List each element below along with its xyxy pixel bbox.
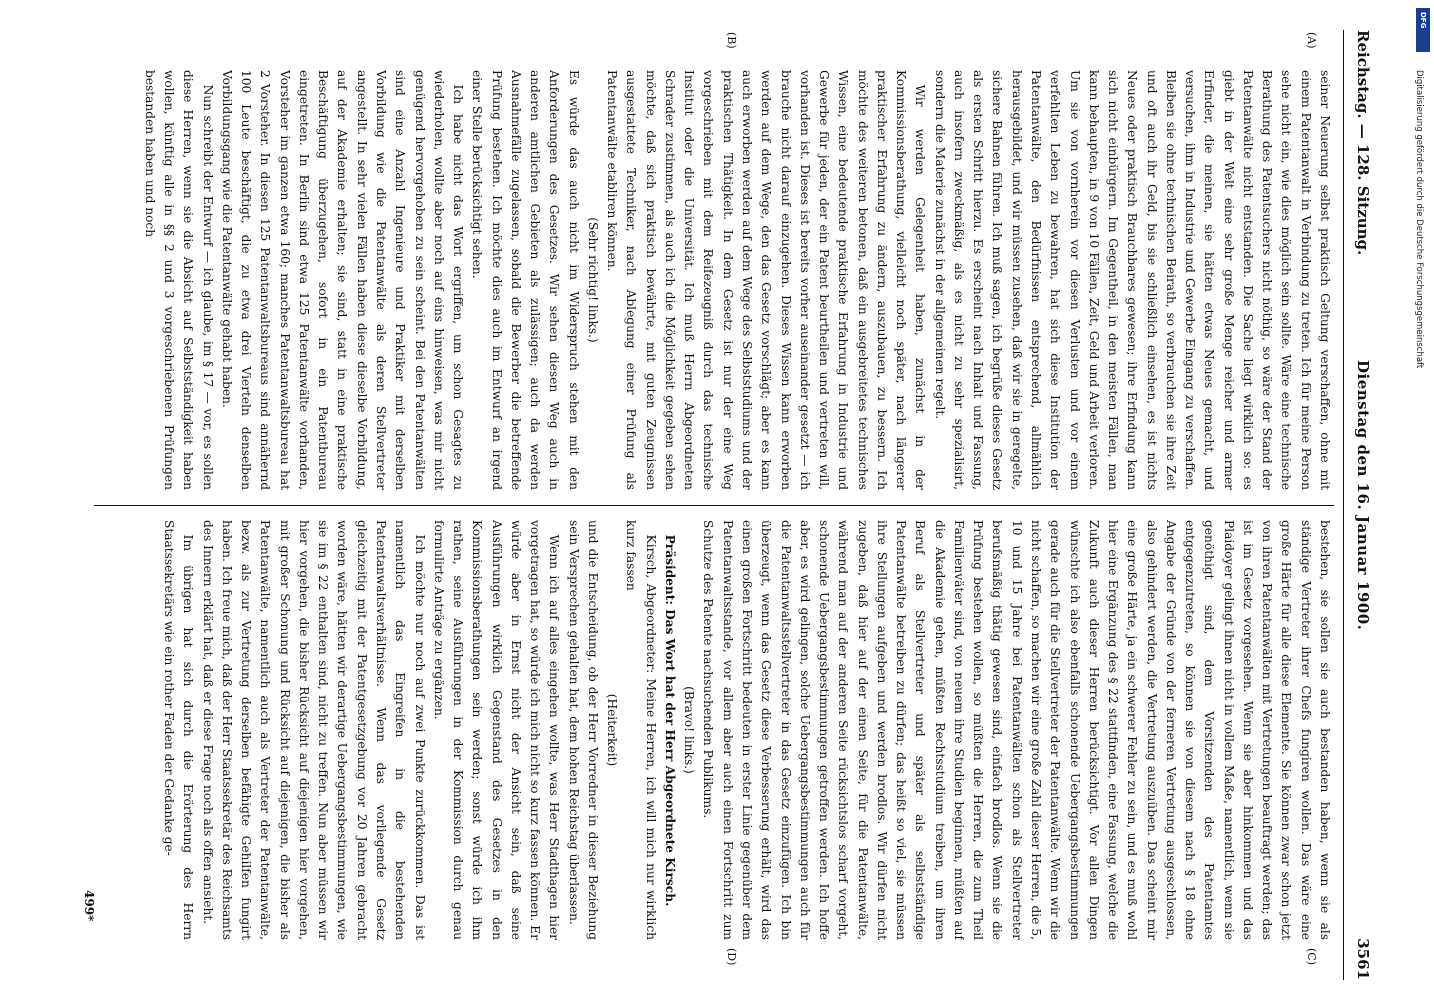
paragraph: und die Entscheidung, ob der Herr Vorredner in dieser Beziehung sein Versprechen gehalten hat, dem hohen Reichstag überlassen. xyxy=(566,520,600,940)
digitization-credit xyxy=(1410,10,1430,990)
paragraph: Wir werden Gelegenheit haben, zunächst in der Kommissionsberathung, vielleicht noch später, nach längerer praktischer Erfahrung zu ändern, auszubauen, zu bessern. Ich möchte des weiteren betonen, daß ein ausgebreitetes technisches Wissen, eine bedeutende praktische Erfahrung in Industrie und Gewerbe für jeden, der ein Patent beurtheilen und vertreten will, vorhanden ist. Dieses ist bereits vorher auseinander gesetzt — ich brauche nicht darauf einzugehen. Dieses Wissen kann erworben werden auf dem Wege, den das Gesetz vorschlägt; aber es kann auch erworben werden auf dem Wege des Selbststudiums und der praktischen Thätigkeit. In dem Gesetz ist nur der eine Weg vorgeschrieben mit dem Reifezeugniß durch das technische Institut oder die Universität. Ich muß Herrn Abgeordneten Schrader zustimmen, als auch ich die Möglichkeit gegeben sehen möchte, daß sich praktisch bewährte, mit guten Zeugnissen ausgestattete Techniker, nach Ablegung einer Prüfung als Patentanwälte etabliren können. xyxy=(605,70,928,490)
document-page xyxy=(78,30,1378,980)
text-column-right xyxy=(94,520,1334,940)
paragraph: Im übrigen hat sich durch die Erörterung des Herrn Staatssekretärs wie ein rother Faden der Gedanke ge- xyxy=(162,520,196,940)
dfg-logo-text: DFG xyxy=(1419,12,1427,29)
paragraph: Wenn ich auf alles eingehen wollte, was Herr Stadthagen hier vorgetragen hat, so würde ich mich nicht so kurz fassen können. Er würde aber in Ernst nicht der Ansicht sein, daß seine Ausführungen wirklich Gegenstand des Gesetzes in den Kommissionsberathungen sein werden; sonst würde ich ihm rathen, seine Ausführungen in der Kommission durch genau formulirte Anträge zu ergänzen. xyxy=(431,520,562,940)
paragraph: (Sehr richtig! links.) xyxy=(585,217,600,343)
paragraph: Ich möchte nur noch auf zwei Punkte zurückkommen. Das ist namentlich das Eingreifen in die bestehenden Patentanwaltsverhältnisse. Wenn das vorliegende Gesetz gleichzeitig mit der Patentgesetzgebung vor 20 Jahren gebracht worden wäre, hätten wir derartige Uebergangsbestimmungen, wie sie im § 22 enthalten sind, nicht zu treffen. Nun aber müssen wir hier vorgehen, die bisher Rücksicht auf diejenigen hier vorgehen, mit großer Schonung und Rücksicht auf diejenigen, die bisher als Patentanwälte, namentlich auch als Vertreter der Patentanwälte, bezw. als zur Vertretung derselben befähigte Gehilfen fungirt haben. Ich freue mich, daß der Herr Staatssekretär des Reichsamts des Innern erklärt hat, daß er diese Frage noch als offen ansieht. xyxy=(200,520,427,940)
column-divider xyxy=(94,505,1334,506)
digitization-credit-text: Digitalisierung gefördert durch die Deutsche Forschungsgemeinschaft xyxy=(1414,70,1424,369)
margin-mark-b: (B) xyxy=(725,32,738,49)
paragraph: Ich habe nicht das Wort ergriffen, um schon Gesagtes zu wiederholen, wollte aber noch auf eins hinweisen, was mir nicht genügend hervorgehoben zu sein scheint. Bei den Patentanwälten sind eine Anzahl Ingenieure und Praktiker mit derselben Vorbildung wie die Patentanwälte als deren Stellvertreter angestellt. In sehr vielen Fällen haben diese dieselbe Vorbildung, auf der Akademie erhalten; sie sind, statt in eine praktische Beschäftigung überzugehen, sofort in ein Patentbureau eingetreten. In Berlin sind etwa 125 Patentanwälte vorhanden, Vorsteher im ganzen etwa 160; manches Patentanwaltsbureau hat 2 Vorsteher. In diesen 125 Patentanwaltsbureaus sind annähernd 100 Leute beschäftigt, die zu etwa drei Vierteln denselben Vorbildungsgang wie die Patentanwälte gehabt haben. xyxy=(219,70,466,490)
paragraph: (Bravo! links.) xyxy=(682,686,697,774)
paragraph: Nun schreibt der Entwurf — ich glaube, im § 17 — vor, es sollen diese Herren, wenn sie die Absicht auf Selbstständigkeit haben wollen, künftig alle in §§ 2 und 3 vorgeschriebenen Prüfungen bestanden haben und noch xyxy=(142,70,215,490)
header-date: Dienstag den 16. Januar 1900. xyxy=(1354,360,1372,631)
paragraph: Kirsch, Abgeordneter: Meine Herren, ich will mich nur wirklich kurz fassen xyxy=(624,520,658,940)
paragraph: bestehen, sie sollen sie auch bestanden haben, wenn sie als ständige Vertreter ihrer Chefs fungiren wollen. Das wäre eine große Härte für alle diese Elemente. Sie können zwar schon jetzt von ihren Patentanwälten mit Vertretungen beauftragt werden; das ist im Gesetz vorgesehen. Wenn sie aber hinkommen und das Plaidoyer gelingt ihnen nicht in vollem Maße, namentlich, wenn sie genöthigt sind, dem Vorsitzenden des Patentamtes entgegenzutreten, so können sie von diesem nach § 18 ohne Angabe der Gründe von der ferneren Vertretung ausgeschlossen, also gehindert werden, die Vertretung auszuüben. Das scheint mir eine große Härte, ja ein schwerer Fehler zu sein, und es muß wohl hier eine Ergänzung des § 22 stattfinden, eine Fassung, welche die Zukunft auch dieser Herren berücksichtigt. Vor allen Dingen wünschte ich also ebenfalls schonende Uebergangsbestimmungen gerade auch für die Stellvertreter der Patentanwälte. Wenn wir die nicht schaffen, so machen wir eine große Zahl dieser Herren, die 5, 10 und 15 Jahre bei Patentanwälten schon als Stellvertreter berufsmäßig thätig gewesen sind, einfach brodlos. Wenn sie die Prüfung bestehen wollen, so müßten die Herren, die zum Theil Familienväter sind, von neuem ihre Studien beginnen, müßten auf die Akademie gehen, müßten Rechtsstudium treiben, um ihren Beruf als Stellvertreter und später als selbstständige Patentanwälte betreiben zu dürfen; das heißt so viel, sie müssen ihre Stellungen aufgeben und werden brodlos. Wir dürfen nicht zugeben, daß hier auf der einen Seite, für die Patentanwälte, während man auf der anderen Seite rücksichtslos scharf vorgeht, schonende Uebergangsbestimmungen getroffen werden. Ich hoffe aber, es wird gelingen, solche Uebergangsbestimmungen auch für die Patentanwaltsstellvertreter in das Gesetz einzufügen. Ich bin überzeugt, wenn das Gesetz diese Verbesserung erhält, wird das einen großen Fortschritt bedeuten in erster Linie gegenüber dem Patentanwaltsstande, vor allem aber auch einen Fortschritt zum Schutze des Patente nachsuchenden Publikums. xyxy=(701,520,1332,940)
header-rule xyxy=(1343,30,1344,980)
page-number: 3561 xyxy=(1354,938,1372,980)
paragraph: seiner Neuerung selbst praktisch Geltung verschaffen, ohne mit einem Patentanwalt in Verbindung zu treten. Ich für meine Person sehe nicht ein, wie dies möglich sein sollte. Wäre eine technische Berathung des Patentsuchers nicht nöthig, so wäre der Stand der Patentanwälte nicht entstanden. Die Sache liegt wirklich so: es giebt in der Welt eine sehr große Menge reicher und armer Erfinder, die meinen, sie hätten etwas Neues gemacht, und versuchen, ihm in Industrie und Gewerbe Eingang zu verschaffen. Bleiben sie ohne technischen Beirath, so verbrauchen sie ihre Zeit und oft auch ihr Geld, bis sie schließlich einsehen, es ist nichts Neues oder praktisch Brauchbares gewesen; ihre Erfindung kann sich nicht einbürgern. Im Gegentheil, in den meisten Fällen, man kann behaupten, in 9 von 10 Fällen, Zeit, Geld und Arbeit verloren. Um sie von vornherein vor diesen Verlusten und vor einem verfehlten Leben zu bewahren, hat sich diese Institution der Patentanwälte, den Bedürfnissen entsprechend, allmählich herausgebildet, und wir müssen zusehen, daß wir sie in geregelte, sichere Bahnen führen. Ich muß sagen, ich begrüße dieses Gesetz als ersten Schritt hierzu. Es erscheint nach Inhalt und Fassung, auch insofern zweckmäßig, als es nicht zu sehr spezialisirt, sondern die Materie zunächst in der allgemeinen regelt. xyxy=(932,70,1332,490)
paragraph: Präsident: Das Wort hat der Herr Abgeordnete Kirsch. xyxy=(662,534,677,907)
text-column-left xyxy=(94,70,1334,490)
header-left-title: Reichstag. — 128. Sitzung. xyxy=(1354,30,1372,256)
sheet-signature: 499* xyxy=(82,890,96,922)
page-header xyxy=(1348,30,1378,980)
paragraph: Es würde das auch nicht im Widerspruch stehen mit den Anforderungen des Gesetzes. Wir sehen diesen Weg auch in anderen amtlichen Gebieten als zulässigen; auch da werden Ausnahmefälle zugelassen, sobald die Bewerber die betreffende Prüfung bestehen. Ich möchte dies auch im Entwurf an irgend einer Stelle berücksichtigt sehen. xyxy=(470,70,581,490)
margin-mark-c: (C) xyxy=(1305,948,1318,965)
paragraph: (Heiterkeit) xyxy=(605,693,620,767)
margin-mark-d: (D) xyxy=(725,948,738,966)
margin-mark-a: (A) xyxy=(1305,32,1318,49)
